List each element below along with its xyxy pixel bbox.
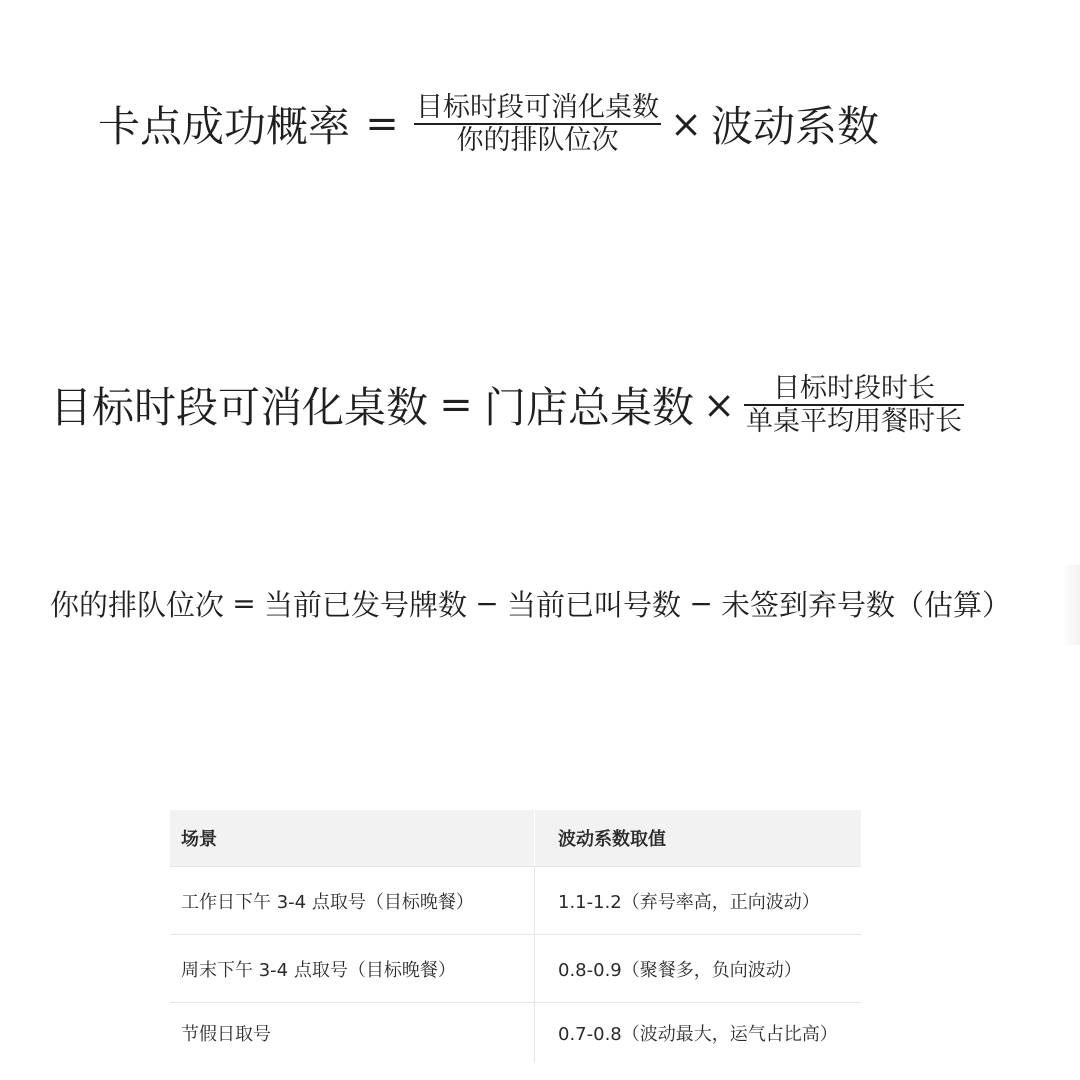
table-cell-coefficient: 1.1-1.2（弃号率高，正向波动） — [558, 891, 820, 913]
fraction-numerator: 目标时段可消化桌数 — [416, 92, 660, 123]
table-header-coefficient: 波动系数取值 — [558, 829, 666, 850]
formula-term-1: 当前已发号牌数 — [264, 587, 468, 622]
formula-term: 门店总桌数 — [484, 383, 695, 432]
minus-sign: − — [475, 586, 499, 620]
formula-term-3: 未签到弃号数（估算） — [721, 587, 1012, 622]
formula-factor: 波动系数 — [711, 102, 880, 151]
formula-queue-position — [50, 583, 1011, 623]
table-row — [170, 1003, 861, 1063]
formula-tables-digestible — [50, 375, 964, 435]
table-cell-coefficient: 0.8-0.9（聚餐多，负向波动） — [558, 959, 802, 981]
formula-term-2: 当前已叫号数 — [507, 587, 682, 622]
table-cell-coefficient: 0.7-0.8（波动最大，运气占比高） — [558, 1024, 838, 1045]
equals-sign: = — [232, 586, 256, 620]
equals-sign: = — [365, 101, 399, 147]
table-cell-scene: 工作日下午 3-4 点取号（目标晚餐） — [170, 867, 535, 934]
times-sign: × — [703, 383, 735, 427]
fraction-denominator: 你的排队位次 — [456, 125, 619, 156]
formula-lhs: 卡点成功概率 — [98, 102, 351, 151]
volatility-table — [170, 810, 861, 1063]
fraction — [744, 375, 964, 435]
table-header-scene: 场景 — [170, 810, 535, 866]
equals-sign: = — [439, 382, 473, 428]
table-row — [170, 867, 861, 935]
edge-shadow — [1062, 565, 1080, 645]
table-cell-scene: 节假日取号 — [170, 1003, 535, 1063]
times-sign: × — [670, 102, 702, 146]
table-row — [170, 935, 861, 1003]
fraction — [414, 94, 661, 154]
fraction-numerator: 目标时段时长 — [773, 373, 936, 404]
table-header-row — [170, 810, 861, 867]
formula-lhs: 你的排队位次 — [50, 587, 225, 622]
fraction-denominator: 单桌平均用餐时长 — [746, 406, 963, 437]
minus-sign: − — [689, 586, 713, 620]
formula-lhs: 目标时段可消化桌数 — [50, 383, 429, 432]
table-cell-scene: 周末下午 3-4 点取号（目标晚餐） — [170, 935, 535, 1002]
formula-success-rate — [98, 94, 879, 154]
